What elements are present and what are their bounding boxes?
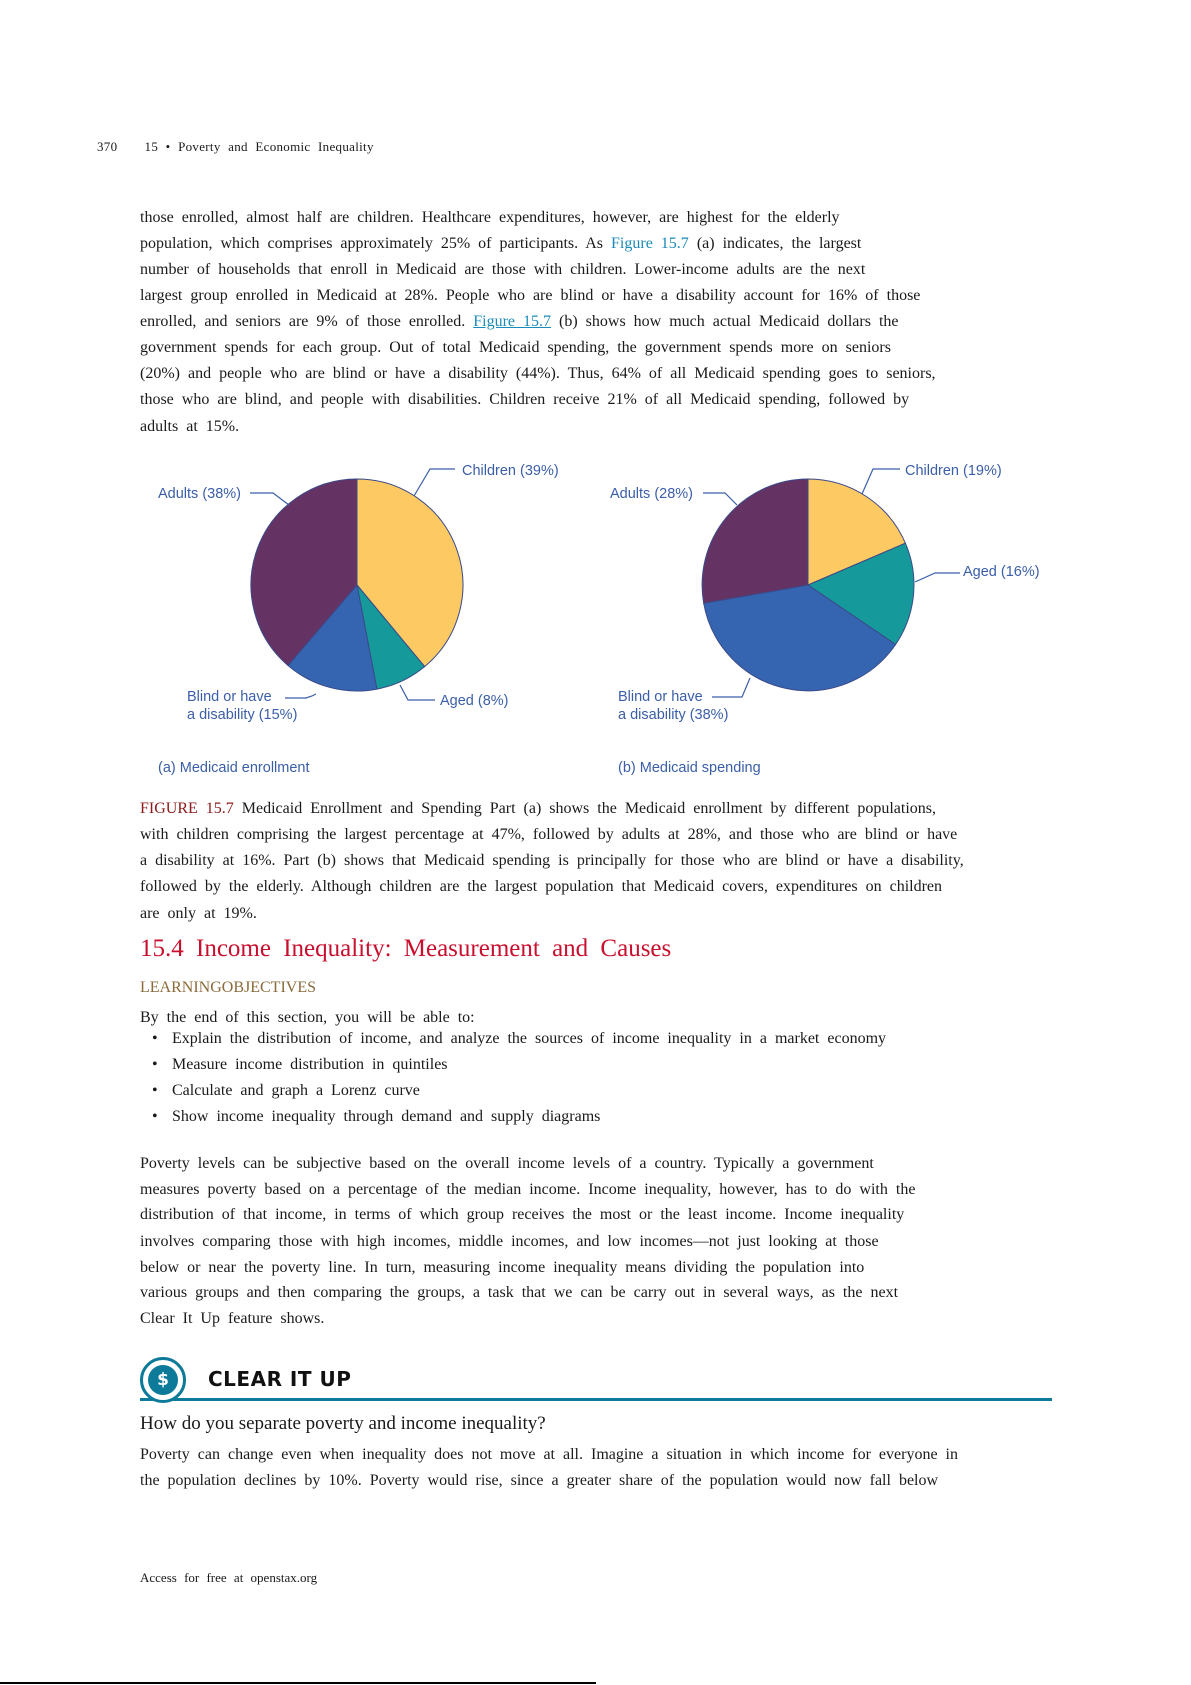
text-line: number of households that enroll in Medicaid are those with children. Lower-income adults are the next (140, 261, 866, 278)
page-number: 370 (97, 139, 118, 154)
label-blind-1: Blind or have (187, 689, 272, 705)
label-children: Children (19%) (905, 463, 1002, 479)
text-line: Poverty can change even when inequality does not move at all. Imagine a situation in which income for everyone in (140, 1446, 958, 1463)
label-aged: Aged (8%) (440, 693, 509, 709)
text-line: those enrolled, almost half are children. Healthcare expenditures, however, are highest for the elderly (140, 209, 840, 226)
footer-text: Access for free at openstax.org (140, 1570, 318, 1585)
text-line: measures poverty based on a percentage of the median income. Income inequality, however, has to do with the (140, 1181, 916, 1198)
figure-link-a[interactable]: Figure 15.7 (611, 235, 689, 252)
label-aged: Aged (16%) (963, 564, 1040, 580)
caption-spending: (b) Medicaid spending (618, 760, 761, 776)
text-line: the population declines by 10%. Poverty would rise, since a greater share of the population would now fall below (140, 1472, 939, 1489)
text-line: FIGURE 15.7 Medicaid Enrollment and Spending Part (a) shows the Medicaid enrollment by different populations, (140, 800, 937, 817)
text-line: Clear It Up feature shows. (140, 1310, 325, 1327)
clear-it-up-question: How do you separate poverty and income inequality? (140, 1413, 546, 1434)
objective-item: • Explain the distribution of income, and analyze the sources of income inequality in a market economy (152, 1030, 887, 1047)
text-line: various groups and then comparing the groups, a task that we can be carry out in several ways, as the next (140, 1284, 899, 1301)
text-line: population, which comprises approximately 25% of participants. As Figure 15.7 (a) indicates, the largest (140, 235, 862, 252)
section-title: 15.4 Income Inequality: Measurement and Causes (140, 935, 672, 962)
text-line: are only at 19%. (140, 905, 257, 922)
objective-item: • Measure income distribution in quintiles (152, 1056, 448, 1073)
figure-link-b[interactable]: Figure 15.7 (473, 313, 552, 330)
text-line: distribution of that income, in terms of which group receives the most or the least income. Income inequality (140, 1206, 905, 1223)
text-line: those who are blind, and people with disabilities. Children receive 21% of all Medicaid spending, followed by (140, 391, 910, 408)
text-line: followed by the elderly. Although children are the largest population that Medicaid covers, expenditures on children (140, 878, 943, 895)
dollar-icon: $ (140, 1357, 186, 1403)
text-line: largest group enrolled in Medicaid at 28%. People who are blind or have a disability account for 16% of those (140, 287, 921, 304)
label-adults: Adults (38%) (158, 486, 242, 502)
text-line: Poverty levels can be subjective based on the overall income levels of a country. Typically a government (140, 1155, 874, 1172)
text-line: a disability at 16%. Part (b) shows that Medicaid spending is principally for those who are blind or have a disability, (140, 852, 964, 869)
text-line: with children comprising the largest percentage at 47%, followed by adults at 28%, and those who are blind or have (140, 826, 958, 843)
text-line: involves comparing those with high incomes, middle incomes, and low incomes—not just looking at those (140, 1233, 879, 1250)
chapter-title: 15 • Poverty and Economic Inequality (144, 139, 374, 154)
text-line: (20%) and people who are blind or have a disability (44%). Thus, 64% of all Medicaid spending goes to seniors, (140, 365, 936, 382)
clear-it-up-title: CLEAR IT UP (208, 1367, 352, 1391)
text-line: below or near the poverty line. In turn, measuring income inequality means dividing the population into (140, 1259, 865, 1276)
bottom-divider (0, 1682, 596, 1684)
objectives-intro: By the end of this section, you will be able to: (140, 1009, 475, 1026)
label-blind-2: a disability (15%) (187, 707, 298, 723)
label-blind-2: a disability (38%) (618, 707, 729, 723)
text-line: adults at 15%. (140, 418, 240, 435)
text-line: government spends for each group. Out of total Medicaid spending, the government spends more on seniors (140, 339, 891, 356)
learning-objectives-heading: LEARNINGOBJECTIVES (140, 979, 316, 996)
objective-item: • Show income inequality through demand and supply diagrams (152, 1108, 601, 1125)
text-line: enrolled, and seniors are 9% of those enrolled. Figure 15.7 (b) shows how much actual Medicaid dollars the (140, 313, 899, 330)
objective-item: • Calculate and graph a Lorenz curve (152, 1082, 420, 1099)
leader-lines-b (0, 0, 1191, 760)
clear-it-up-header (140, 1357, 1052, 1403)
label-adults: Adults (28%) (610, 486, 694, 502)
figure-label: FIGURE 15.7 (140, 800, 234, 817)
clear-it-up-rule (140, 1398, 1052, 1401)
label-blind-1: Blind or have (618, 689, 703, 705)
label-children: Children (39%) (462, 463, 559, 479)
caption-enrollment: (a) Medicaid enrollment (158, 760, 310, 776)
